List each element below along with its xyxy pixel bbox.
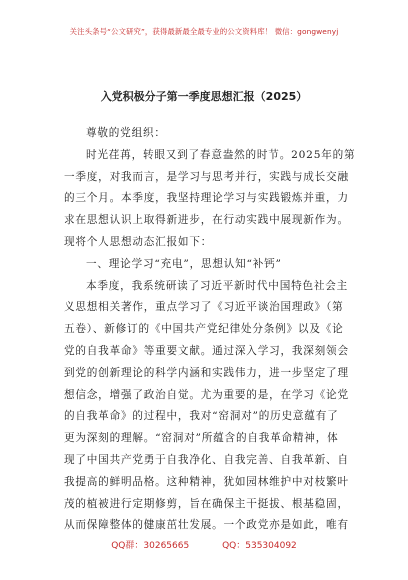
- body-line: 的自我革命》的过程中，我对“窑洞对”的历史意蕴有了: [64, 410, 339, 423]
- body-line: 现了中国共产党勇于自我净化、自我完善、自我革新、自: [64, 453, 349, 466]
- body-line: 现将个人思想动态汇报如下：: [64, 235, 213, 248]
- body-line: 的三个月。本季度，我坚持理论学习与实践锻炼并重，力: [64, 192, 349, 205]
- footer-contact: [0, 538, 408, 551]
- section-heading: 一、理论学习“充电”，思想认知“补钙”: [86, 257, 282, 270]
- salutation: 尊敬的党组织：: [86, 127, 166, 139]
- qq-group-number: QQ群：30265665: [111, 541, 190, 551]
- body-line: 本季度，我系统研读了习近平新时代中国特色社会主: [86, 279, 349, 292]
- body-line: 从而保障整体的健康茁壮发展。一个政党亦是如此，唯有: [64, 519, 349, 532]
- body-line: 五卷）、新修订的《中国共产党纪律处分条例》以及《论: [64, 323, 344, 336]
- body-line: 义思想相关著作，重点学习了《习近平谈治国理政》（第: [64, 301, 344, 314]
- qq-number: QQ：535304092: [222, 541, 297, 551]
- body-line: 更为深刻的理解。“窑洞对”所蕴含的自我革命精神，体: [64, 432, 339, 445]
- document-title: 入党积极分子第一季度思想汇报（2025）: [100, 90, 308, 103]
- document-body: [64, 123, 356, 537]
- body-line: 到党的创新理论的科学内涵和实践伟力，进一步坚定了理: [64, 366, 349, 379]
- body-line: 党的自我革命》等重要文献。通过深入学习，我深刻领会: [64, 344, 349, 357]
- body-line: 想信念，增强了政治自觉。尤为重要的是，在学习《论党: [64, 388, 349, 401]
- body-line: 我提高的鲜明品格。这种精神，犹如园林维护中对枝繁叶: [64, 475, 349, 488]
- body-line: 时光荏苒，转眼又到了春意盎然的时节。2025年的第: [86, 148, 356, 161]
- body-line: 茂的植被进行定期修剪，旨在确保主干挺拔、根基稳固，: [64, 497, 349, 510]
- body-line: 求在思想认识上取得新进步，在行动实践中展现新作为。: [64, 214, 349, 227]
- header-notice: 关注头条号“公文研究”，获得最新最全最专业的公文资料库！ 微信：gongwenyj: [69, 27, 339, 36]
- body-line: 一季度，对我而言，是学习与思考并行，实践与成长交融: [64, 170, 349, 183]
